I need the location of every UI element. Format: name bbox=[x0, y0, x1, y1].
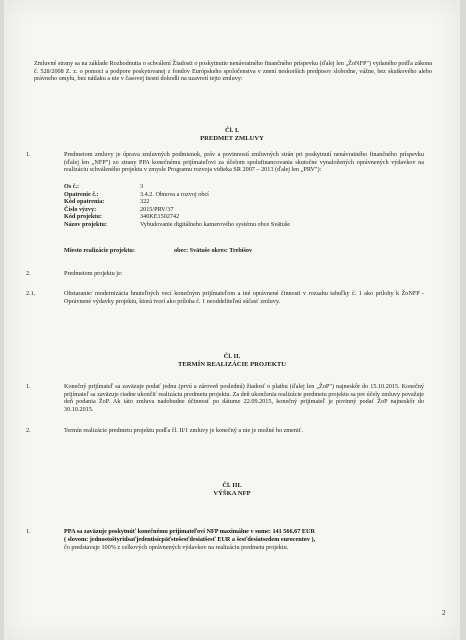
section-1-item-2-1-text: Obstaranie/ modernizácia hnuteľných vecí konečným prijímateľom a iné oprávnené činnosti v rozsahu tabuľky č. 1 ako prílohy k ŽoNFP - Oprávnené výdavky projektu, ktorá tvorí ako príloha č. 1 neoddeliteľnú súčasť zmluvy. bbox=[64, 290, 424, 305]
section-3-item-1-number: 1. bbox=[26, 528, 31, 535]
field-label: Os č.: bbox=[64, 183, 80, 190]
field-value: 3 bbox=[140, 183, 144, 190]
field-value: Vybudovanie digitálneho kamerového systému obce Svätuše bbox=[140, 220, 291, 228]
field-label: Číslo výzvy: bbox=[64, 205, 97, 213]
section-2-number: Čl. II. bbox=[223, 353, 241, 360]
field-row bbox=[64, 213, 424, 221]
section-3-item-1-text: čo predstavuje 100% z celkových oprávnených výdavkov na realizáciu predmetu projektu. bbox=[64, 544, 289, 551]
section-1-item-1-number: 1. bbox=[26, 151, 31, 158]
section-1-number: Čl. I. bbox=[224, 127, 240, 134]
section-3-title: VÝŠKA NFP bbox=[213, 490, 251, 497]
field-label: Kód projektu: bbox=[64, 213, 102, 221]
field-label: Opatrenie č.: bbox=[64, 190, 99, 198]
section-2-item-1-number: 1. bbox=[26, 383, 31, 390]
section-2-item-2-text: Termín realizácie predmetu projektu podľa čl. II/1 zmluvy je konečný a nie je možné ho zmeniť. bbox=[64, 427, 303, 434]
field-value: 322 bbox=[140, 198, 150, 206]
place-value: obec: Svätuše okres: Trebišov bbox=[174, 247, 253, 254]
field-value: 3.4.2. Obnova a rozvoj obcí bbox=[140, 190, 209, 198]
section-2-title: TERMÍN REALIZÁCIE PROJEKTU bbox=[177, 361, 287, 368]
section-2-item-2-number: 2. bbox=[26, 427, 31, 434]
section-1-item-2-text: Predmetom projektu je: bbox=[64, 270, 123, 277]
document-page bbox=[4, 0, 460, 640]
field-value: 2015/PRV/37 bbox=[140, 205, 174, 213]
section-3-item-1-amount: PPA sa zaväzuje poskytnúť konečnému prijímateľovi NFP maximálne v sume: 141 566,67 EUR bbox=[64, 528, 315, 535]
field-label: Kód opatrenia: bbox=[64, 198, 105, 206]
field-row bbox=[64, 191, 424, 199]
place-label: Miesto realizácie projektu: bbox=[64, 247, 135, 254]
field-label: Názov projektu: bbox=[64, 220, 108, 228]
section-1-item-2-number: 2. bbox=[26, 270, 31, 277]
page-number: 2 bbox=[442, 609, 446, 617]
field-row bbox=[64, 198, 424, 206]
project-fields bbox=[64, 183, 424, 229]
section-3-number: Čl. III. bbox=[222, 482, 242, 489]
field-row bbox=[64, 206, 424, 214]
section-3-item-1-amount-words: ( slovom: jednostoštyridsaťjedentisícpäťstošesťdesiatšesť EUR a šesťdesiatsedem eurocentov ), bbox=[64, 536, 316, 543]
intro-paragraph: Zmluvné strany sa na základe Rozhodnutia o schválení Žiadosti o poskytnutie nenávratného finančného príspevku (ďalej len „ŽoNFP") vydaného podľa zákona č. 528/2008 Z. z. o pomoci a podpore poskytovanej z fondov Európskeho spoločenstva v znení neskorších predpisov slobodne, vážne, bez skutkového alebo právneho omylu, bez nátlaku a nie v časovej tiesni dohodli na uzavretí tejto zmluvy: bbox=[34, 60, 432, 83]
field-row bbox=[64, 221, 424, 229]
section-1-title: PREDMET ZMLUVY bbox=[200, 135, 264, 142]
place-row bbox=[64, 247, 424, 255]
section-1-item-1-text: Predmetom zmluvy je úprava zmluvných podmienok, práv a povinností zmluvných strán pri poskytnutí nenávratného finančného príspevku (ďalej len „NFP") zo strany PPA konečnému prijímateľovi za účelom spolufinancovania skutočne vynaložených oprávnených výdavkov na realizáciu schváleného projektu v zmysle Programu rozvoja vidieka SR 2007 – 2013 (ďalej len „PRV"): bbox=[64, 151, 424, 174]
section-2-item-1-text: Konečný prijímateľ sa zaväzuje podať jednu (prvú a zároveň poslednú) žiadosť o platbu (ďalej len „ŽoP") najneskôr do 15.10.2015. Konečný prijímateľ sa zaväzuje riadne ukončiť realizáciu predmetu projektu. Za deň ukončenia realizácie predmetu projektu sa pre účely zmluvy považuje deň podania ŽoP. Ak táto zmluva nadobudne účinnosť po dátume 22.09.2015, konečný prijímateľ je povinný podať ŽoP najneskôr do 30.10.2015. bbox=[64, 383, 424, 413]
field-row bbox=[64, 183, 424, 191]
field-value: 340KE1502742 bbox=[140, 213, 180, 221]
section-1-item-2-1-number: 2.1. bbox=[26, 290, 36, 297]
